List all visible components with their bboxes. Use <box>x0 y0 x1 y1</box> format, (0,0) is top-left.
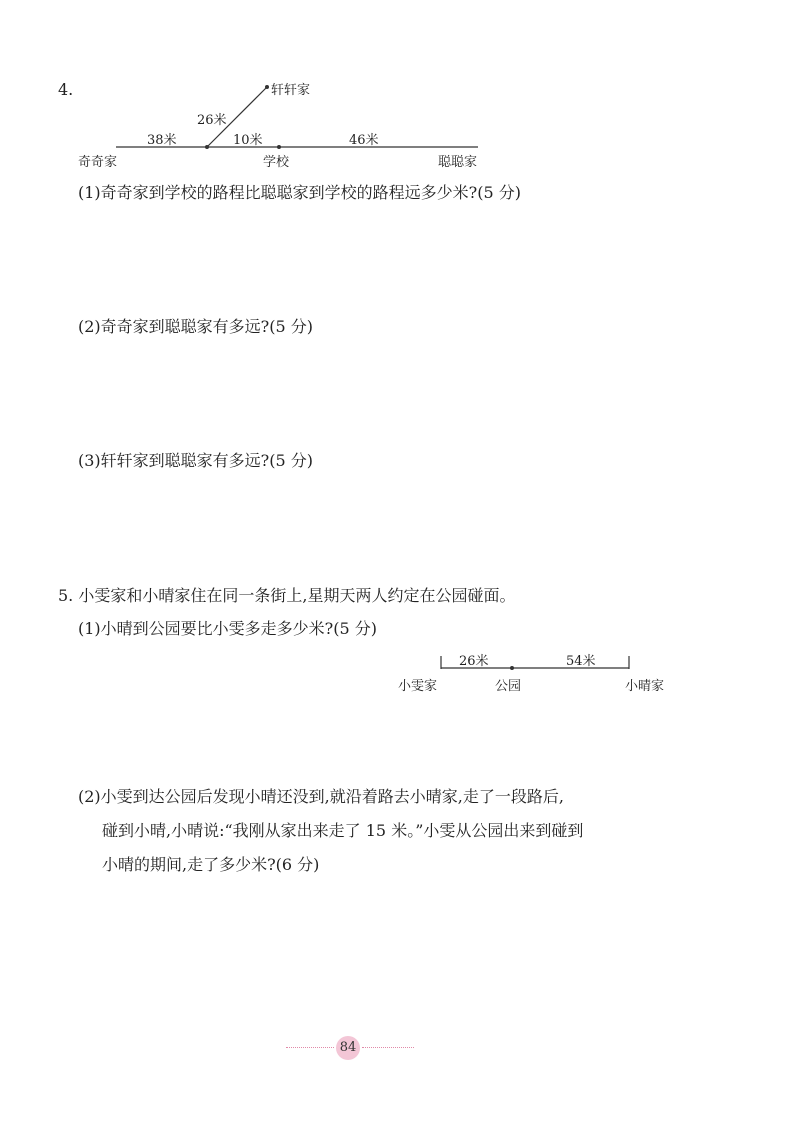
q4-label-dist-school: 10米 <box>233 133 263 148</box>
q5-park-dot <box>510 666 514 670</box>
q4-label-qiqi: 奇奇家 <box>78 155 118 170</box>
q4-label-dist-congcong: 46米 <box>349 133 379 148</box>
q5-label-park: 公园 <box>495 679 522 694</box>
q4-label-xuanxuan: 轩轩家 <box>271 83 311 98</box>
page-number-dots-left <box>286 1047 334 1048</box>
q5-label-xiaowen: 小雯家 <box>398 679 438 694</box>
q5-sub1: (1)小晴到公园要比小雯多走多少米?(5 分) <box>78 619 377 638</box>
q5-label-dist-right: 54米 <box>566 654 596 669</box>
q4-label-congcong: 聪聪家 <box>438 155 478 170</box>
q4-number: 4. <box>58 80 74 99</box>
q4-label-dist-qiqi: 38米 <box>147 133 177 148</box>
q5-sub2-line2: 碰到小晴,小晴说:“我刚从家出来走了 15 米。”小雯从公园出来到碰到 <box>102 821 584 840</box>
q4-sub3: (3)轩轩家到聪聪家有多远?(5 分) <box>78 451 313 470</box>
q4-sub1: (1)奇奇家到学校的路程比聪聪家到学校的路程远多少米?(5 分) <box>78 183 521 202</box>
q4-label-dist-xuanxuan: 26米 <box>197 113 227 128</box>
q4-label-school: 学校 <box>263 155 290 170</box>
q5-label-dist-left: 26米 <box>459 654 489 669</box>
q4-sub2: (2)奇奇家到聪聪家有多远?(5 分) <box>78 317 313 336</box>
q5-stem: 5. 小雯家和小晴家住在同一条街上,星期天两人约定在公园碰面。 <box>58 586 516 605</box>
q5-sub2-line3: 小晴的期间,走了多少米?(6 分) <box>102 855 320 874</box>
q5-sub2-line1: (2)小雯到达公园后发现小晴还没到,就沿着路去小晴家,走了一段路后, <box>78 787 564 806</box>
page-number: 84 <box>336 1036 360 1060</box>
page-number-dots-right <box>362 1047 414 1048</box>
q5-label-xiaoqing: 小晴家 <box>625 679 665 694</box>
